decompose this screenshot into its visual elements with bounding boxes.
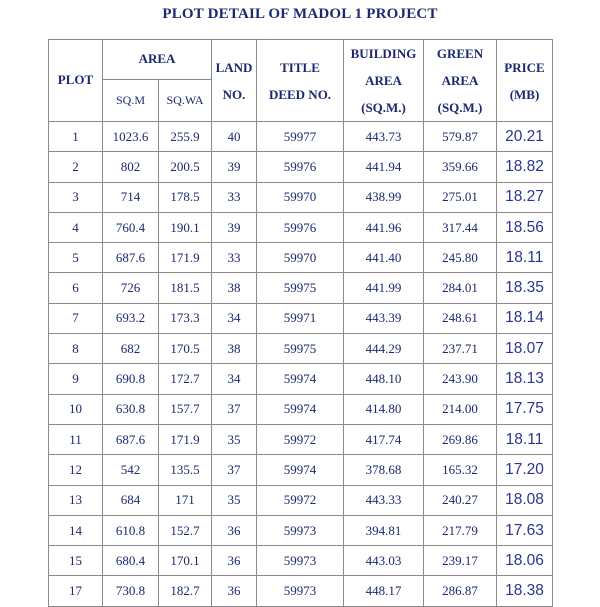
cell-sqwa: 181.5 <box>159 273 212 303</box>
cell-title-deed: 59971 <box>257 303 344 333</box>
table-row <box>49 515 553 545</box>
cell-building-area: 441.96 <box>344 212 424 242</box>
cell-sqm: 690.8 <box>103 364 159 394</box>
cell-green-area: 214.00 <box>424 394 497 424</box>
table-row <box>49 273 553 303</box>
cell-title-deed: 59973 <box>257 515 344 545</box>
cell-title-deed: 59974 <box>257 364 344 394</box>
cell-sqm: 610.8 <box>103 515 159 545</box>
cell-sqwa: 171 <box>159 485 212 515</box>
cell-land-no: 34 <box>212 303 257 333</box>
cell-price: 18.08 <box>497 485 553 515</box>
cell-sqm: 726 <box>103 273 159 303</box>
cell-plot: 10 <box>49 394 103 424</box>
cell-sqwa: 171.9 <box>159 243 212 273</box>
cell-title-deed: 59970 <box>257 182 344 212</box>
cell-sqwa: 200.5 <box>159 152 212 182</box>
cell-building-area: 443.73 <box>344 122 424 152</box>
cell-price: 17.63 <box>497 515 553 545</box>
cell-green-area: 275.01 <box>424 182 497 212</box>
cell-land-no: 37 <box>212 394 257 424</box>
cell-sqwa: 135.5 <box>159 455 212 485</box>
cell-green-area: 240.27 <box>424 485 497 515</box>
table-row <box>49 243 553 273</box>
table-body <box>49 122 553 607</box>
header-building-area <box>344 40 424 122</box>
table-row <box>49 485 553 515</box>
header-price-line2: (MB) <box>509 86 540 102</box>
cell-building-area: 444.29 <box>344 334 424 364</box>
cell-price: 20.21 <box>497 122 553 152</box>
cell-title-deed: 59972 <box>257 485 344 515</box>
cell-green-area: 217.79 <box>424 515 497 545</box>
cell-building-area: 417.74 <box>344 424 424 454</box>
header-green-line1: GREEN <box>436 46 484 61</box>
cell-plot: 3 <box>49 182 103 212</box>
cell-building-area: 441.94 <box>344 152 424 182</box>
cell-price: 17.75 <box>497 394 553 424</box>
header-land-line1: LAND <box>215 59 253 75</box>
cell-sqm: 680.4 <box>103 546 159 576</box>
cell-green-area: 284.01 <box>424 273 497 303</box>
header-title-line1: TITLE <box>280 59 320 75</box>
header-title-deed <box>257 40 344 122</box>
cell-land-no: 35 <box>212 424 257 454</box>
table-row <box>49 334 553 364</box>
table-row <box>49 424 553 454</box>
cell-price: 18.56 <box>497 212 553 242</box>
cell-sqwa: 255.9 <box>159 122 212 152</box>
cell-sqm: 760.4 <box>103 212 159 242</box>
cell-building-area: 414.80 <box>344 394 424 424</box>
cell-price: 18.11 <box>497 424 553 454</box>
cell-building-area: 443.03 <box>344 546 424 576</box>
cell-building-area: 378.68 <box>344 455 424 485</box>
cell-sqm: 730.8 <box>103 576 159 606</box>
header-title-line2: DEED NO. <box>268 86 332 102</box>
cell-sqm: 1023.6 <box>103 122 159 152</box>
cell-plot: 15 <box>49 546 103 576</box>
cell-land-no: 36 <box>212 576 257 606</box>
cell-green-area: 579.87 <box>424 122 497 152</box>
cell-sqwa: 170.5 <box>159 334 212 364</box>
table-row <box>49 576 553 606</box>
cell-sqm: 714 <box>103 182 159 212</box>
cell-sqwa: 178.5 <box>159 182 212 212</box>
cell-green-area: 317.44 <box>424 212 497 242</box>
cell-plot: 5 <box>49 243 103 273</box>
cell-sqm: 682 <box>103 334 159 364</box>
cell-building-area: 448.10 <box>344 364 424 394</box>
header-area: AREA <box>103 40 212 80</box>
cell-title-deed: 59972 <box>257 424 344 454</box>
cell-land-no: 34 <box>212 364 257 394</box>
cell-price: 17.20 <box>497 455 553 485</box>
cell-plot: 7 <box>49 303 103 333</box>
cell-land-no: 39 <box>212 212 257 242</box>
cell-sqwa: 157.7 <box>159 394 212 424</box>
cell-building-area: 448.17 <box>344 576 424 606</box>
header-sqwa: SQ.WA <box>159 79 212 121</box>
header-price <box>497 40 553 122</box>
table-row <box>49 546 553 576</box>
cell-land-no: 39 <box>212 152 257 182</box>
cell-green-area: 286.87 <box>424 576 497 606</box>
header-green-area <box>424 40 497 122</box>
cell-sqwa: 171.9 <box>159 424 212 454</box>
cell-price: 18.35 <box>497 273 553 303</box>
cell-title-deed: 59976 <box>257 212 344 242</box>
cell-plot: 8 <box>49 334 103 364</box>
cell-green-area: 165.32 <box>424 455 497 485</box>
cell-land-no: 36 <box>212 515 257 545</box>
cell-land-no: 35 <box>212 485 257 515</box>
table-row <box>49 212 553 242</box>
cell-green-area: 359.66 <box>424 152 497 182</box>
cell-plot: 9 <box>49 364 103 394</box>
cell-land-no: 38 <box>212 273 257 303</box>
cell-price: 18.06 <box>497 546 553 576</box>
cell-building-area: 441.40 <box>344 243 424 273</box>
header-building-line2: AREA <box>365 73 402 88</box>
cell-land-no: 37 <box>212 455 257 485</box>
cell-price: 18.38 <box>497 576 553 606</box>
cell-building-area: 394.81 <box>344 515 424 545</box>
cell-title-deed: 59970 <box>257 243 344 273</box>
cell-green-area: 269.86 <box>424 424 497 454</box>
cell-sqm: 802 <box>103 152 159 182</box>
cell-sqm: 684 <box>103 485 159 515</box>
cell-plot: 6 <box>49 273 103 303</box>
header-building-line1: BUILDING <box>350 46 417 61</box>
cell-sqwa: 190.1 <box>159 212 212 242</box>
header-plot: PLOT <box>49 40 103 122</box>
cell-title-deed: 59974 <box>257 455 344 485</box>
cell-sqwa: 182.7 <box>159 576 212 606</box>
cell-sqwa: 172.7 <box>159 364 212 394</box>
cell-title-deed: 59973 <box>257 576 344 606</box>
header-land-no <box>212 40 257 122</box>
cell-building-area: 441.99 <box>344 273 424 303</box>
table-header <box>49 40 553 122</box>
cell-plot: 13 <box>49 485 103 515</box>
header-land-line2: NO. <box>222 86 246 102</box>
cell-title-deed: 59977 <box>257 122 344 152</box>
cell-building-area: 443.33 <box>344 485 424 515</box>
header-green-line3: (SQ.M.) <box>437 100 483 115</box>
cell-price: 18.13 <box>497 364 553 394</box>
cell-price: 18.82 <box>497 152 553 182</box>
cell-sqwa: 152.7 <box>159 515 212 545</box>
cell-plot: 1 <box>49 122 103 152</box>
cell-sqm: 630.8 <box>103 394 159 424</box>
cell-sqwa: 173.3 <box>159 303 212 333</box>
cell-title-deed: 59975 <box>257 273 344 303</box>
cell-plot: 11 <box>49 424 103 454</box>
cell-title-deed: 59974 <box>257 394 344 424</box>
header-green-line2: AREA <box>441 73 479 88</box>
cell-price: 18.14 <box>497 303 553 333</box>
cell-plot: 4 <box>49 212 103 242</box>
table-row <box>49 394 553 424</box>
cell-title-deed: 59976 <box>257 152 344 182</box>
cell-plot: 12 <box>49 455 103 485</box>
cell-land-no: 33 <box>212 243 257 273</box>
cell-plot: 2 <box>49 152 103 182</box>
cell-sqm: 693.2 <box>103 303 159 333</box>
cell-land-no: 38 <box>212 334 257 364</box>
table-row <box>49 152 553 182</box>
cell-green-area: 239.17 <box>424 546 497 576</box>
cell-plot: 17 <box>49 576 103 606</box>
header-price-line1: PRICE <box>504 59 545 75</box>
cell-land-no: 36 <box>212 546 257 576</box>
cell-green-area: 237.71 <box>424 334 497 364</box>
cell-title-deed: 59973 <box>257 546 344 576</box>
cell-title-deed: 59975 <box>257 334 344 364</box>
cell-price: 18.11 <box>497 243 553 273</box>
cell-green-area: 245.80 <box>424 243 497 273</box>
cell-price: 18.07 <box>497 334 553 364</box>
header-building-line3: (SQ.M.) <box>361 100 406 115</box>
cell-land-no: 40 <box>212 122 257 152</box>
cell-sqm: 687.6 <box>103 243 159 273</box>
cell-plot: 14 <box>49 515 103 545</box>
cell-building-area: 438.99 <box>344 182 424 212</box>
cell-price: 18.27 <box>497 182 553 212</box>
plot-detail-table <box>48 39 553 607</box>
table-row <box>49 122 553 152</box>
cell-sqwa: 170.1 <box>159 546 212 576</box>
table-row <box>49 303 553 333</box>
cell-land-no: 33 <box>212 182 257 212</box>
cell-sqm: 687.6 <box>103 424 159 454</box>
cell-building-area: 443.39 <box>344 303 424 333</box>
page-title: PLOT DETAIL OF MADOL 1 PROJECT <box>162 6 438 22</box>
cell-sqm: 542 <box>103 455 159 485</box>
cell-green-area: 248.61 <box>424 303 497 333</box>
table-row <box>49 455 553 485</box>
table-row <box>49 182 553 212</box>
table-row <box>49 364 553 394</box>
cell-green-area: 243.90 <box>424 364 497 394</box>
header-sqm: SQ.M <box>103 79 159 121</box>
